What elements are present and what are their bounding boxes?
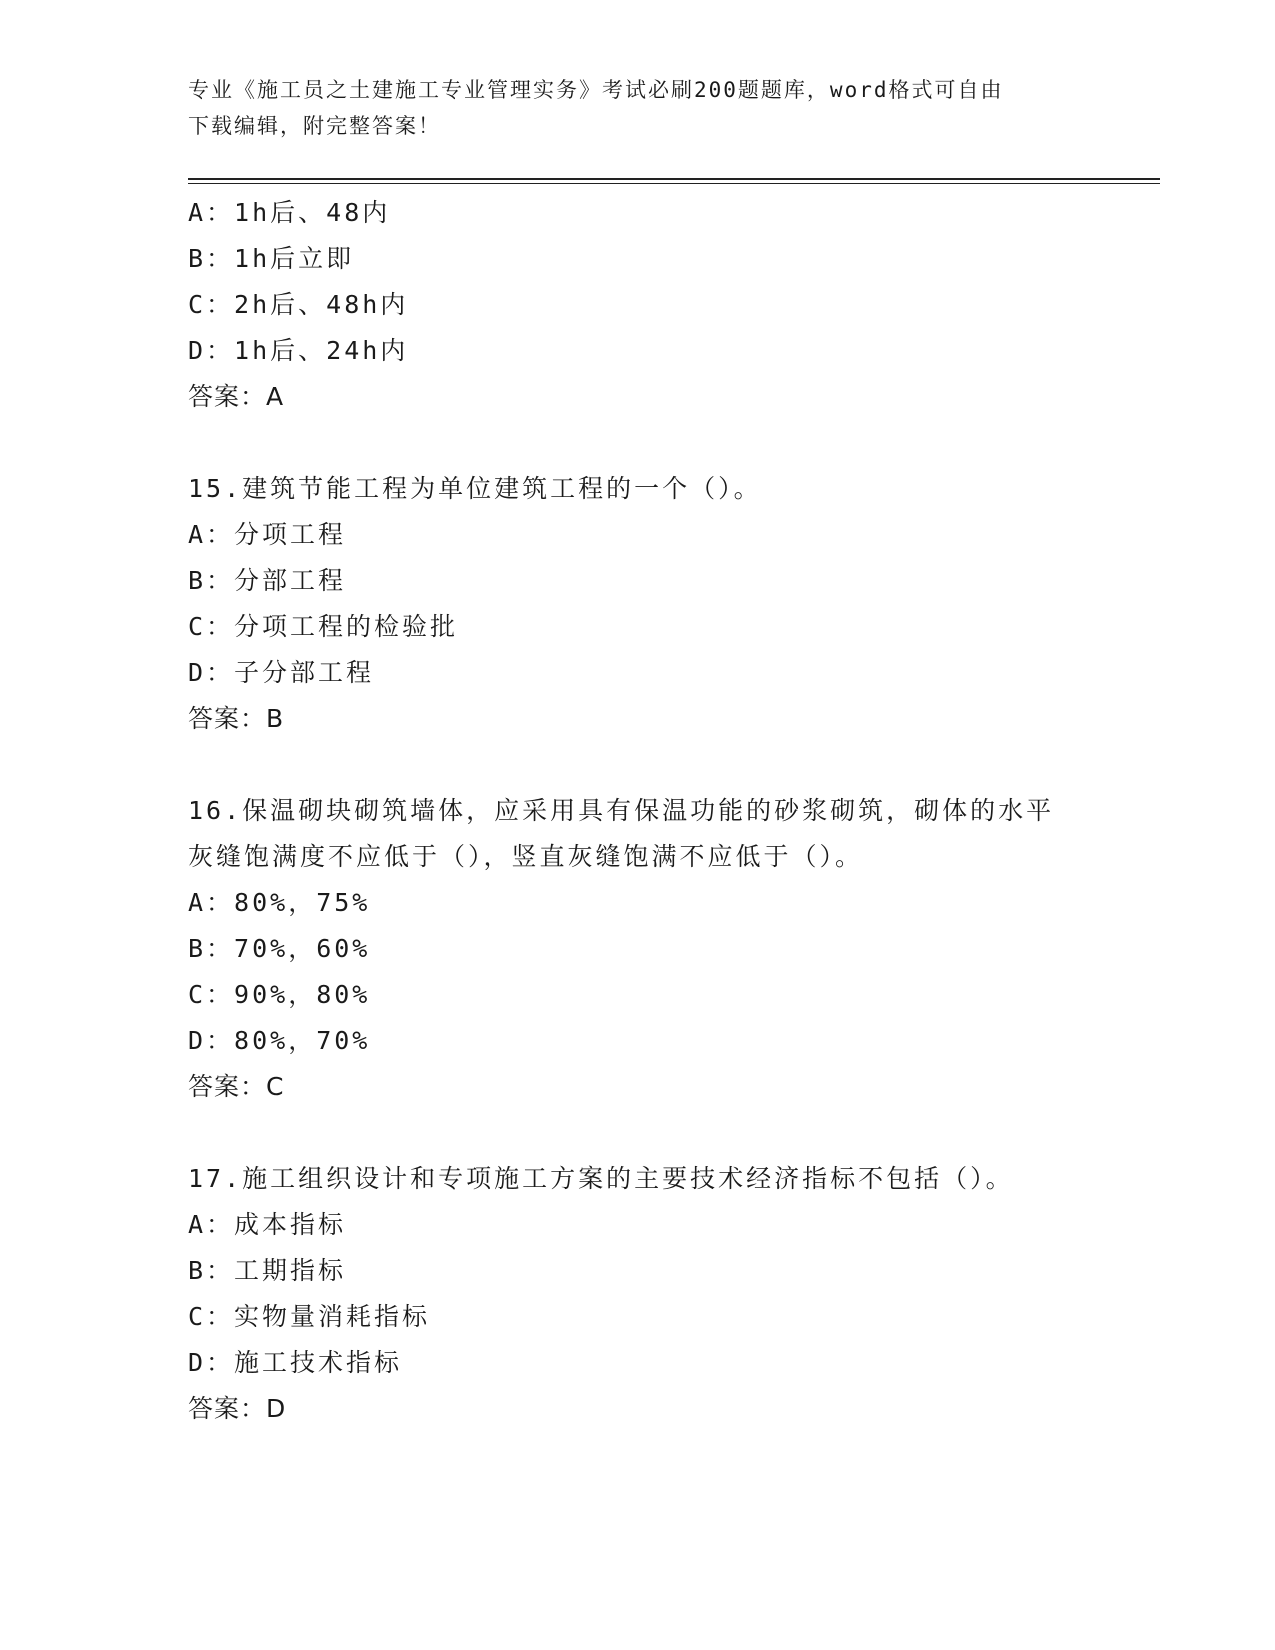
option-a: A：分项工程 [188, 520, 347, 549]
question-list [188, 190, 1148, 1432]
question-stem: 16.保温砌块砌筑墙体，应采用具有保温功能的砂浆砌筑，砌体的水平 [188, 796, 1055, 825]
question-block-17 [188, 1156, 1148, 1432]
question-stem-continued: 灰缝饱满度不应低于（），竖直灰缝饱满不应低于（）。 [188, 842, 864, 871]
option-c: C：分项工程的检验批 [188, 612, 459, 641]
option-d: D：1h后、24h内 [188, 336, 409, 365]
option-b: B：工期指标 [188, 1256, 347, 1285]
option-c: C：实物量消耗指标 [188, 1302, 431, 1331]
answer-line: 答案：D [188, 1394, 287, 1423]
question-block-15 [188, 466, 1148, 742]
answer-line: 答案：B [188, 704, 285, 733]
header-line-1: 专业《施工员之土建施工专业管理实务》考试必刷200题题库，word格式可自由 [188, 78, 1004, 102]
option-a: A：1h后、48内 [188, 198, 391, 227]
option-a: A：80%，75% [188, 888, 371, 917]
question-block-14 [188, 190, 1148, 420]
header-line-2: 下载编辑，附完整答案！ [188, 114, 441, 138]
question-stem: 17.施工组织设计和专项施工方案的主要技术经济指标不包括（）。 [188, 1164, 1014, 1193]
header-divider [188, 178, 1160, 184]
answer-line: 答案：C [188, 1072, 285, 1101]
option-c: C：2h后、48h内 [188, 290, 409, 319]
option-a: A：成本指标 [188, 1210, 347, 1239]
document-header [188, 72, 1068, 144]
option-d: D：子分部工程 [188, 658, 375, 687]
answer-line: 答案：A [188, 382, 285, 411]
option-c: C：90%，80% [188, 980, 371, 1009]
question-stem: 15.建筑节能工程为单位建筑工程的一个（）。 [188, 474, 762, 503]
question-block-16 [188, 788, 1148, 1110]
option-d: D：施工技术指标 [188, 1348, 403, 1377]
option-b: B：70%，60% [188, 934, 371, 963]
option-b: B：分部工程 [188, 566, 347, 595]
option-d: D：80%，70% [188, 1026, 371, 1055]
option-b: B：1h后立即 [188, 244, 355, 273]
